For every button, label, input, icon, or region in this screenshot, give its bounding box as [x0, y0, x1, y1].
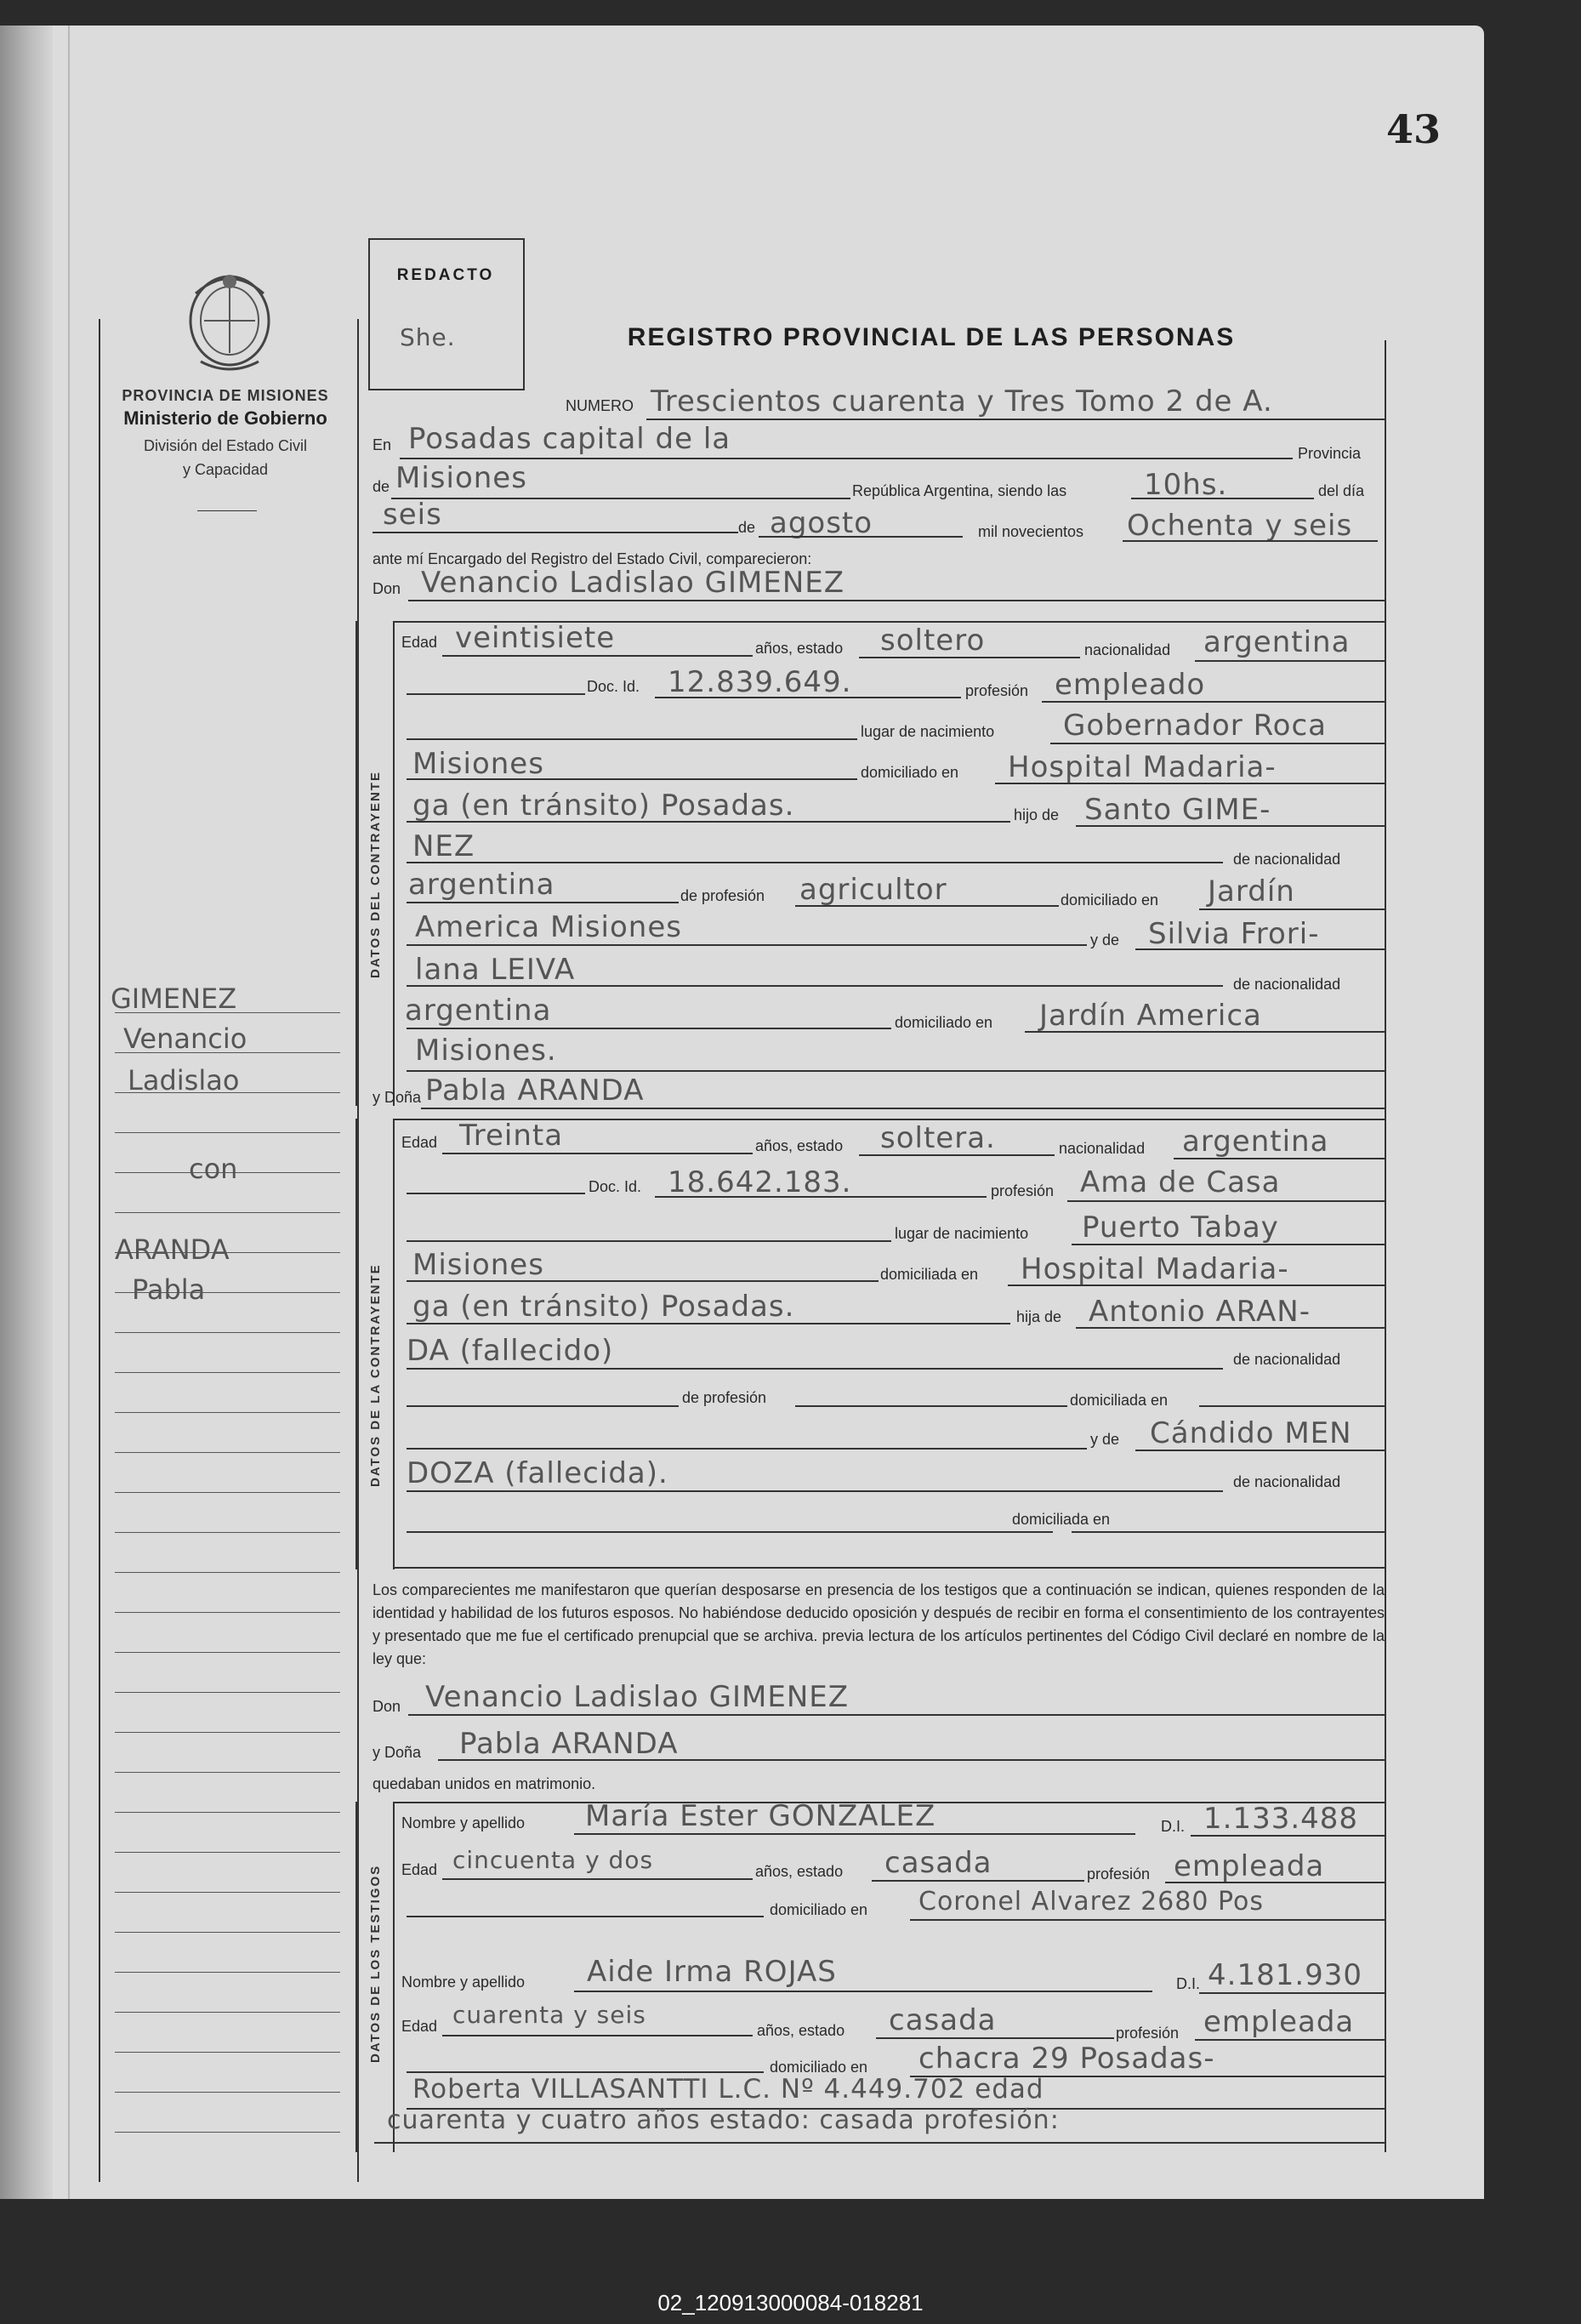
domicilio-label: domiciliado en — [861, 764, 959, 781]
t1-di-value: 1.133.488 — [1203, 1802, 1359, 1836]
t1-edad-label: Edad — [401, 1861, 438, 1878]
madre-value-f-2: DOZA (fallecida). — [407, 1456, 668, 1490]
doc-label-f: Doc. Id. — [589, 1178, 642, 1195]
doc-value: 12.839.649. — [668, 665, 852, 699]
madre-nac-label: de nacionalidad — [1233, 976, 1341, 993]
t1-dom-value: Coronel Alvarez 2680 Pos — [918, 1887, 1264, 1917]
t2-estado-label: años, estado — [757, 2022, 845, 2039]
t1-edad-value: cincuenta y dos — [452, 1846, 654, 1874]
margin-rule-line — [115, 1612, 340, 1613]
profesion-value-f: Ama de Casa — [1080, 1165, 1281, 1199]
padre-dom-value: Jardín — [1208, 874, 1295, 909]
margin-rule-line — [115, 1492, 340, 1493]
nacionalidad-value-f: argentina — [1182, 1125, 1329, 1159]
nacionalidad-label-f: nacionalidad — [1059, 1140, 1146, 1157]
t1-nombre-value: María Ester GONZALEZ — [585, 1799, 936, 1833]
margin-note-line: GIMENEZ — [111, 983, 237, 1015]
t1-profesion-label: profesión — [1087, 1865, 1151, 1883]
margin-rule-line — [115, 1972, 340, 1973]
edad-label: Edad — [401, 634, 438, 651]
estado-value: soltero — [880, 624, 986, 658]
provincia-label: Provincia — [1298, 445, 1362, 462]
margin-rule-line — [115, 1932, 340, 1933]
issuer-division-2: y Capacidad — [182, 461, 269, 478]
margin-rule-line — [115, 1372, 340, 1373]
t2-edad-value: cuarenta y seis — [452, 2001, 646, 2029]
padre-prof-value: agricultor — [799, 873, 947, 907]
madre-dom-label-f: domiciliada en — [1012, 1511, 1111, 1528]
margin-rule-line — [115, 1692, 340, 1693]
margin-rule-line — [115, 1852, 340, 1853]
side-label-testigos: DATOS DE LOS TESTIGOS — [368, 1864, 383, 2063]
document-page — [0, 26, 1484, 2199]
de-value: Misiones — [395, 461, 527, 495]
doc-label: Doc. Id. — [587, 678, 640, 695]
spine-edge — [68, 26, 70, 2199]
margin-note-line: Venancio — [123, 1022, 247, 1055]
margin-rule-line — [115, 2012, 340, 2013]
t2-estado-value: casada — [889, 2003, 997, 2037]
madre-label-f: y de — [1090, 1431, 1120, 1448]
padre-dom-value-2: America Misiones — [415, 910, 682, 944]
margin-note-line: Ladislao — [128, 1064, 240, 1096]
estado-label-f: años, estado — [755, 1137, 844, 1154]
edad-label-f: Edad — [401, 1134, 438, 1151]
profesion-label: profesión — [965, 682, 1029, 699]
anio-value: Ochenta y seis — [1127, 509, 1353, 543]
margin-rule-line — [115, 1572, 340, 1573]
margin-note-line: con — [189, 1153, 238, 1185]
lugar-label: lugar de nacimiento — [861, 723, 995, 740]
nacionalidad-value: argentina — [1203, 625, 1351, 659]
madre-label: y de — [1090, 931, 1120, 948]
t1-di-label: D.I. — [1161, 1818, 1186, 1835]
t2-nombre-label: Nombre y apellido — [401, 1974, 526, 1991]
margin-border-left — [99, 319, 100, 2182]
madre-value: Silvia Frori- — [1148, 917, 1320, 951]
en-value: Posadas capital de la — [408, 422, 731, 456]
padre-dom-label: domiciliado en — [1061, 891, 1159, 909]
lugar-value: Gobernador Roca — [1063, 709, 1328, 743]
book-spine — [0, 26, 53, 2199]
redacto-initials: She. — [400, 323, 456, 351]
t2-edad-label: Edad — [401, 2018, 438, 2035]
t2-profesion-label: profesión — [1116, 2025, 1180, 2042]
y-dona-label: y Doña — [373, 1089, 422, 1106]
domicilio-label-f: domiciliada en — [880, 1266, 979, 1283]
domicilio-value-2: ga (en tránsito) Posadas. — [412, 789, 795, 823]
profesion-value: empleado — [1055, 668, 1206, 702]
issuer-ministry: Ministerio de Gobierno — [123, 407, 327, 429]
margin-rule-line — [115, 1212, 340, 1213]
statement-paragraph: Los comparecientes me manifestaron que querían desposarse en presencia de los testigos que a continuación se indican, quienes responden de la identidad y habilidad de los futuros esposos. No habiéndose deducido oposición y después de recibir en forma el consentimiento de los contrayentes y presentado que me fue el certificado prenupcial que se archiva. previa lectura de los artículos pertinentes del Código Civil declaré en nombre de la ley que: — [373, 1581, 1385, 1667]
madre-dom-value: Jardín America — [1039, 999, 1262, 1033]
margin-rule-line — [115, 2052, 340, 2053]
redacto-label: REDACTO — [396, 266, 495, 284]
union-dona-value: Pabla ARANDA — [459, 1727, 679, 1761]
hora-value: 10hs. — [1144, 468, 1228, 502]
margin-rule-line — [115, 1132, 340, 1133]
issuer-division: División del Estado Civil — [143, 437, 308, 454]
don-label: Don — [373, 580, 401, 597]
madre-nac-value: argentina — [405, 994, 552, 1028]
madre-nac-label-f: de nacionalidad — [1233, 1473, 1341, 1490]
t2-di-value: 4.181.930 — [1208, 1958, 1363, 1992]
numero-label: NUMERO — [566, 397, 634, 414]
margin-rule-line — [115, 2132, 340, 2133]
numero-value: Trescientos cuarenta y Tres Tomo 2 de A. — [651, 384, 1273, 419]
padre-nac-value: argentina — [408, 868, 555, 902]
margin-rule-line — [115, 1452, 340, 1453]
margin-rule-line — [115, 1892, 340, 1893]
margin-rule-line — [115, 1772, 340, 1773]
de-mes-label: de — [738, 519, 756, 536]
margin-rule-line — [115, 1412, 340, 1413]
domicilio-value: Hospital Madaria- — [1008, 750, 1277, 784]
page-title: REGISTRO PROVINCIAL DE LAS PERSONAS — [627, 323, 1236, 351]
margin-note-line: Pabla — [132, 1273, 206, 1306]
union-dona-label: y Doña — [373, 1744, 422, 1761]
nacionalidad-label: nacionalidad — [1084, 641, 1171, 658]
t2-profesion-value: empleada — [1203, 2005, 1355, 2039]
mes-value: agosto — [770, 506, 873, 540]
madre-value-f: Cándido MEN — [1150, 1416, 1352, 1450]
t1-dom-label: domiciliado en — [770, 1901, 868, 1918]
t2-dom-value: chacra 29 Posadas- — [918, 2042, 1215, 2076]
side-label-contrayenta: DATOS DE LA CONTRAYENTE — [368, 1263, 383, 1487]
madre-dom-value-2: Misiones. — [415, 1034, 557, 1068]
padre-value-f: Antonio ARAN- — [1089, 1295, 1311, 1329]
t1-estado-label: años, estado — [755, 1863, 844, 1880]
testigo-extra-line-2: cuarenta y cuatro años estado: casada profesión: — [387, 2105, 1060, 2135]
union-don-label: Don — [373, 1698, 401, 1715]
dia-value: seis — [383, 498, 442, 532]
margin-rule-line — [115, 1332, 340, 1333]
union-don-value: Venancio Ladislao GIMENEZ — [425, 1680, 850, 1714]
padre-nac-label: de nacionalidad — [1233, 851, 1341, 868]
de-label: de — [373, 478, 390, 495]
issuer-province: PROVINCIA DE MISIONES — [122, 387, 329, 404]
edad-value: veintisiete — [455, 621, 616, 655]
hijo-de-label: hijo de — [1014, 806, 1060, 823]
footer-image-id: 02_120913000084-018281 — [657, 2290, 924, 2315]
margin-rule-line — [115, 1812, 340, 1813]
margin-rule-line — [115, 1732, 340, 1733]
estado-label: años, estado — [755, 640, 844, 657]
estado-value-f: soltera. — [880, 1121, 996, 1155]
padre-value-f-2: DA (fallecido) — [407, 1334, 614, 1368]
padre-nac-label-f: de nacionalidad — [1233, 1351, 1341, 1368]
testigo-extra-line-1: Roberta VILLASANTTI L.C. Nº 4.449.702 edad — [412, 2074, 1044, 2105]
margin-rule-line — [115, 2092, 340, 2093]
padre-prof-label: de profesión — [680, 887, 765, 904]
lugar-value-2: Misiones — [412, 747, 544, 781]
margin-border-right — [357, 319, 359, 2182]
lugar-value-f: Puerto Tabay — [1082, 1210, 1279, 1245]
side-label-contrayente: DATOS DEL CONTRAYENTE — [368, 771, 383, 978]
coat-of-arms-icon — [179, 268, 281, 374]
t2-di-label: D.I. — [1176, 1975, 1201, 1992]
t1-profesion-value: empleada — [1174, 1849, 1325, 1883]
ante-text: ante mí Encargado del Registro del Estado Civil, comparecieron: — [373, 550, 812, 567]
edad-value-f: Treinta — [459, 1119, 564, 1153]
page-number: 43 — [1386, 106, 1442, 152]
margin-rule-line — [115, 1652, 340, 1653]
padre-value: Santo GIME- — [1084, 793, 1271, 827]
lugar-label-f: lugar de nacimiento — [895, 1225, 1029, 1242]
mil-label: mil novecientos — [978, 523, 1084, 540]
padre-value-2: NEZ — [412, 829, 475, 863]
redacto-box — [368, 238, 525, 390]
lugar-value-f-2: Misiones — [412, 1248, 544, 1282]
domicilio-value-f-2: ga (en tránsito) Posadas. — [412, 1290, 795, 1324]
t2-dom-label: domiciliado en — [770, 2059, 868, 2076]
margin-rule-line — [115, 1532, 340, 1533]
madre-value-2: lana LEIVA — [415, 953, 576, 987]
t1-estado-value: casada — [884, 1846, 992, 1880]
margin-note-line: ARANDA — [115, 1233, 230, 1266]
padre-prof-label-f: de profesión — [682, 1389, 767, 1406]
domicilio-value-f: Hospital Madaria- — [1021, 1252, 1289, 1286]
madre-dom-label: domiciliado en — [895, 1014, 993, 1031]
padre-dom-label-f: domiciliada en — [1070, 1392, 1169, 1409]
hija-de-label: hija de — [1016, 1308, 1062, 1325]
doc-value-f: 18.642.183. — [668, 1165, 852, 1199]
union-closing: quedaban unidos en matrimonio. — [373, 1775, 596, 1792]
del-dia-label: del día — [1318, 482, 1365, 499]
en-label: En — [373, 436, 392, 453]
don-value: Venancio Ladislao GIMENEZ — [421, 566, 845, 600]
republica-label: República Argentina, siendo las — [852, 482, 1067, 499]
profesion-label-f: profesión — [991, 1182, 1055, 1199]
t1-nombre-label: Nombre y apellido — [401, 1814, 526, 1831]
t2-nombre-value: Aide Irma ROJAS — [587, 1955, 837, 1989]
form-border-right — [1385, 340, 1386, 2152]
y-dona-value: Pabla ARANDA — [425, 1074, 645, 1108]
